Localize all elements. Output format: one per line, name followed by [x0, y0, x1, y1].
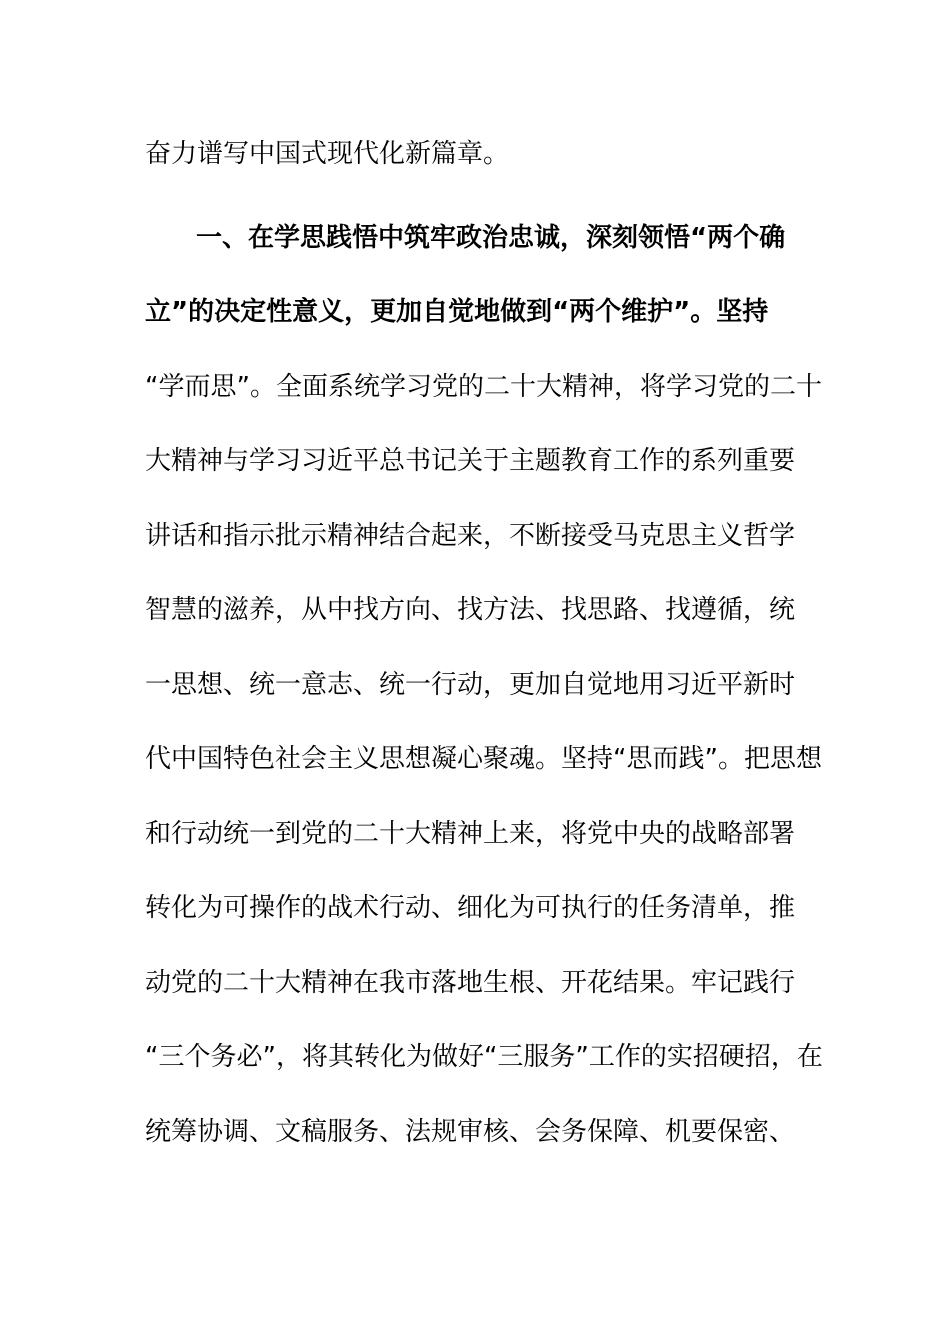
text-line-6: 讲话和指示批示精神结合起来，不断接受马克思主义哲学: [145, 521, 796, 551]
text-line-5: 大精神与学习习近平总书记关于主题教育工作的系列重要: [145, 446, 796, 476]
text-line-1: 奋力谱写中国式现代化新篇章。: [145, 139, 510, 169]
text-line-4: “学而思”。全面系统学习党的二十大精神，将学习党的二十: [145, 372, 822, 402]
text-line-13: “三个务必”，将其转化为做好“三服务”工作的实招硬招，在: [145, 1042, 823, 1072]
text-line-12: 动党的二十大精神在我市落地生根、开花结果。牢记践行: [145, 968, 796, 998]
text-line-11: 转化为可操作的战术行动、细化为可执行的任务清单，推: [145, 893, 796, 923]
text-line-10: 和行动统一到党的二十大精神上来，将党中央的战略部署: [145, 819, 796, 849]
text-line-7: 智慧的滋养，从中找方向、找方法、找思路、找遵循，统: [145, 595, 796, 625]
text-line-14: 统筹协调、文稿服务、法规审核、会务保障、机要保密、: [145, 1117, 796, 1147]
text-line-8: 一思想、统一意志、统一行动，更加自觉地用习近平新时: [145, 670, 796, 700]
text-line-9: 代中国特色社会主义思想凝心聚魂。坚持“思而践”。把思想: [145, 744, 822, 774]
section-heading-line-1: 一、在学思践悟中筑牢政治忠诚，深刻领悟“两个确: [196, 223, 786, 253]
section-heading-line-2: 立”的决定性意义，更加自觉地做到“两个维护”。坚持: [145, 297, 769, 327]
